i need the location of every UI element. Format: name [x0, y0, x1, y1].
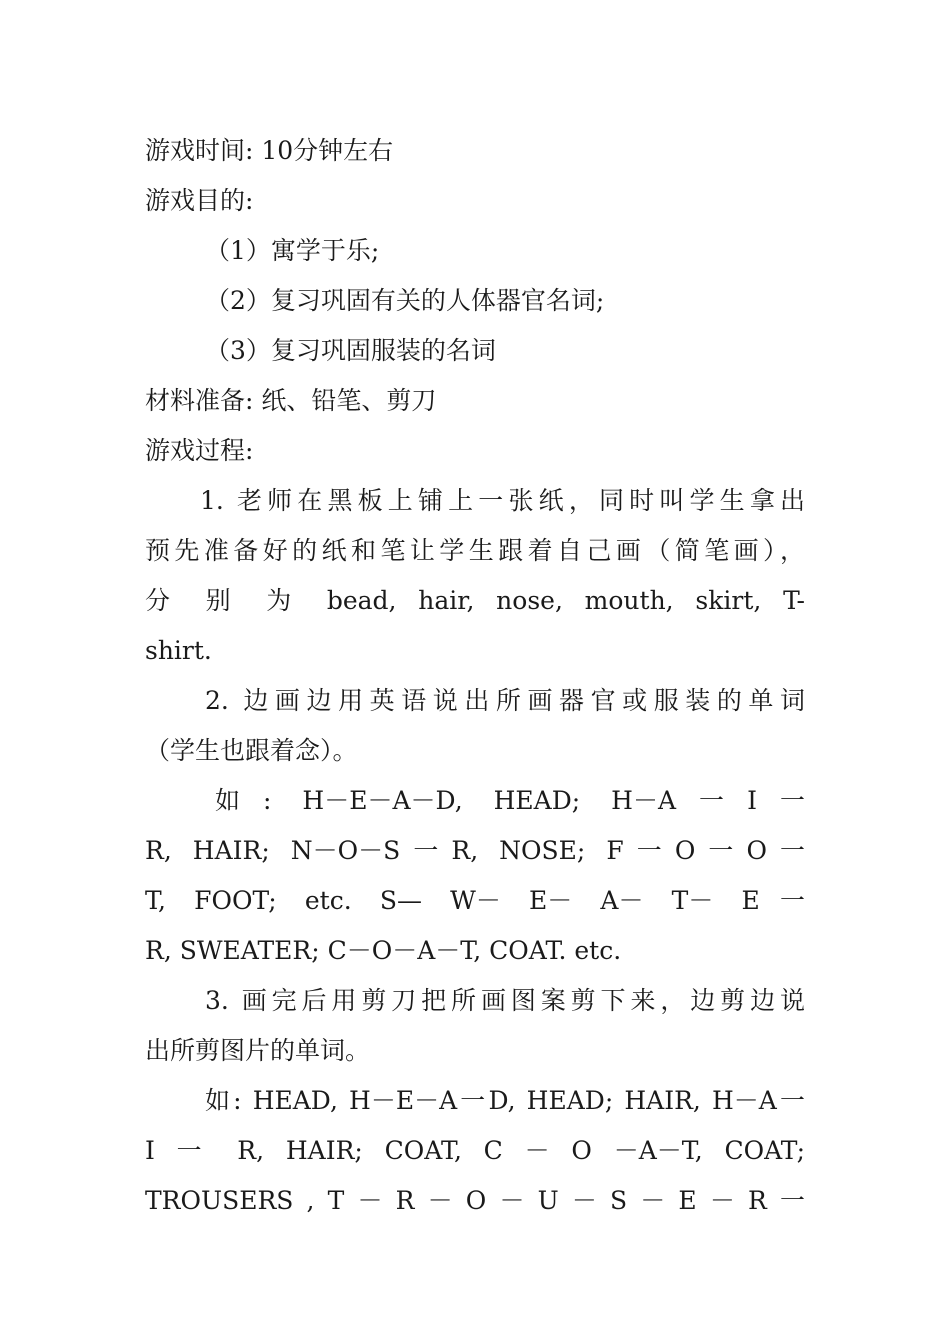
example2-line-3: TROUSERS , T － R － O － U － S － E － R 一 — [145, 1186, 805, 1215]
example1-line-2: R, HAIR; N－O－S一R, NOSE; F一O一O一 — [145, 836, 805, 865]
process-heading: 游戏过程: — [145, 436, 254, 465]
example1-line-1: 如: H－E－A－D, HEAD; H－A一I一 — [215, 786, 805, 815]
example2-line-1: 如: HEAD, H－E－A一D, HEAD; HAIR, H－A一 — [205, 1086, 805, 1115]
example2-line-2: I 一 R, HAIR; COAT, C － O －A－T, COAT; — [145, 1136, 805, 1165]
step1-line-1: 1. 老师在黑板上铺上一张纸，同时叫学生拿出 — [200, 486, 805, 515]
step1-line-2: 预先准备好的纸和笔让学生跟着自己画（简笔画）， — [145, 536, 805, 565]
step1-line-3: 分 别 为 bead, hair, nose, mouth, skirt, T- — [145, 586, 805, 615]
purpose-item-1: （1）寓学于乐; — [205, 236, 380, 265]
step3-line-2: 出所剪图片的单词。 — [145, 1036, 371, 1065]
step1-line-4: shirt. — [145, 636, 212, 665]
purpose-item-2: （2）复习巩固有关的人体器官名词; — [205, 286, 605, 315]
step3-line-1: 3. 画完后用剪刀把所画图案剪下来，边剪边说 — [205, 986, 805, 1015]
game-time-line: 游戏时间: 10分钟左右 — [145, 136, 394, 165]
example1-line-3: T, FOOT; etc. S— W－ E－ A－ T－ E一 — [145, 886, 805, 915]
game-purpose-heading: 游戏目的: — [145, 186, 254, 215]
example1-line-4: R, SWEATER; C－O－A－T, COAT. etc. — [145, 936, 622, 965]
purpose-item-3: （3）复习巩固服装的名词 — [205, 336, 496, 365]
materials-line: 材料准备: 纸、铅笔、剪刀 — [145, 386, 437, 415]
step2-line-2: （学生也跟着念）。 — [145, 736, 358, 765]
step2-line-1: 2. 边画边用英语说出所画器官或服装的单词 — [205, 686, 805, 715]
